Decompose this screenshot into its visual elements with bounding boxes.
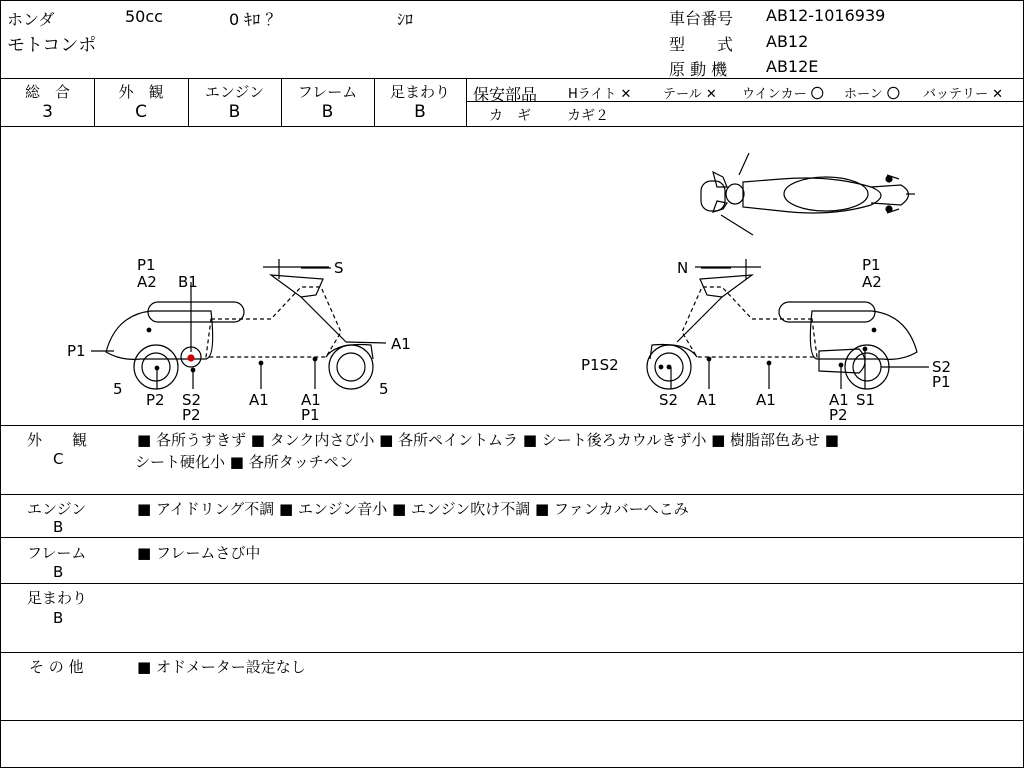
label-left-p1-c: P1 xyxy=(301,406,320,424)
grade-label-suspension: 足まわり xyxy=(389,83,450,101)
key-value: カギ２ xyxy=(567,108,609,124)
remark-label-frame: フレーム xyxy=(27,544,87,562)
label-right-p1-b: P1 xyxy=(932,373,951,391)
maker: ホンダ xyxy=(7,10,55,29)
safety-item-headlight: Hライト ✕ xyxy=(568,87,632,102)
label-left-p1-b: P1 xyxy=(67,342,86,360)
remark-text-exterior: ■ 各所うすきず ■ タンク内さび小 ■ 各所ペイントムラ ■ シート後ろカウルきず小 ■ 樹脂部色あせ ■ xyxy=(137,431,839,449)
remark-label-engine: エンジン xyxy=(27,500,87,518)
safety-item-tail: テール ✕ xyxy=(663,87,717,102)
remark-label-suspension: 足まわり xyxy=(27,589,88,607)
grade-label-engine: エンジン xyxy=(204,83,265,101)
remark-text-frame: ■ フレームさび中 xyxy=(137,544,261,562)
type-label: 型 式 xyxy=(669,35,734,54)
remark-label-other: そ の 他 xyxy=(29,658,84,676)
label-left-p1-a: P1 xyxy=(137,256,156,274)
label-left-p2-b: P2 xyxy=(182,406,201,424)
label-right-a2: A2 xyxy=(862,273,882,291)
scooter-left-view xyxy=(67,256,411,424)
grade-value-frame: B xyxy=(321,102,334,122)
label-left-a1-b: A1 xyxy=(249,391,269,409)
frame-no: AB12-1016939 xyxy=(766,6,886,25)
grade-label-overall: 総 合 xyxy=(24,83,70,101)
remark-grade-exterior: C xyxy=(53,450,64,468)
engine-label: 原 動 機 xyxy=(669,60,728,79)
label-left-a1-a: A1 xyxy=(391,335,411,353)
safety-label: 保安部品 xyxy=(473,85,538,104)
label-right-p2: P2 xyxy=(829,406,848,424)
remark-grade-engine: B xyxy=(53,518,64,536)
label-right-n: N xyxy=(677,259,689,277)
label-right-s2-a: S2 xyxy=(932,358,952,376)
remark-text-engine: ■ アイドリング不調 ■ エンジン音小 ■ エンジン吹け不調 ■ ファンカバーへこみ xyxy=(137,500,689,518)
label-left-a1-c: A1 xyxy=(301,391,321,409)
label-right-p1s2: P1S2 xyxy=(581,356,619,374)
grade-value-exterior: C xyxy=(135,102,147,122)
remark-label-exterior: 外 観 xyxy=(27,431,88,449)
frame-no-label: 車台番号 xyxy=(669,9,734,28)
remark-text-exterior-2: シート硬化小 ■ 各所タッチペン xyxy=(135,453,354,471)
label-right-a1-a: A1 xyxy=(697,391,717,409)
scooter-top-view xyxy=(701,153,915,235)
model-name: モトコンポ xyxy=(7,35,97,56)
type: AB12 xyxy=(766,32,809,51)
damage-diagram xyxy=(1,127,1023,425)
engine: AB12E xyxy=(766,57,819,76)
remark-text-other: ■ オドメーター設定なし xyxy=(137,658,306,676)
label-left-b1: B1 xyxy=(178,273,198,291)
label-left-p2-a: P2 xyxy=(146,391,165,409)
safety-item-winker: ウインカー 〇 xyxy=(742,87,824,102)
label-right-a1-c: A1 xyxy=(829,391,849,409)
label-left-5-a: 5 xyxy=(113,380,123,398)
grade-label-exterior: 外 観 xyxy=(118,83,164,101)
grade-value-engine: B xyxy=(228,102,241,122)
label-left-s: S xyxy=(334,259,344,277)
safety-item-battery: バッテリー ✕ xyxy=(923,87,1004,102)
color: ｼﾛ xyxy=(397,10,414,29)
label-right-s1: S1 xyxy=(856,391,876,409)
label-right-s2-b: S2 xyxy=(659,391,679,409)
label-left-5-b: 5 xyxy=(379,380,389,398)
label-left-s2: S2 xyxy=(182,391,202,409)
label-right-a1-b: A1 xyxy=(756,391,776,409)
label-right-p1-a: P1 xyxy=(862,256,881,274)
remark-grade-suspension: B xyxy=(53,609,64,627)
key-label: カ ギ xyxy=(489,108,531,124)
scooter-right-view xyxy=(581,256,951,424)
grade-value-overall: 3 xyxy=(42,102,53,122)
label-left-a2: A2 xyxy=(137,273,157,291)
displacement: 50cc xyxy=(125,7,163,26)
grade-value-suspension: B xyxy=(414,102,426,122)
safety-item-horn: ホーン 〇 xyxy=(844,87,900,102)
remark-grade-frame: B xyxy=(53,563,64,581)
grade-label-frame: フレーム xyxy=(297,83,358,101)
mileage: 0 ｷﾛ ？ xyxy=(229,10,282,29)
